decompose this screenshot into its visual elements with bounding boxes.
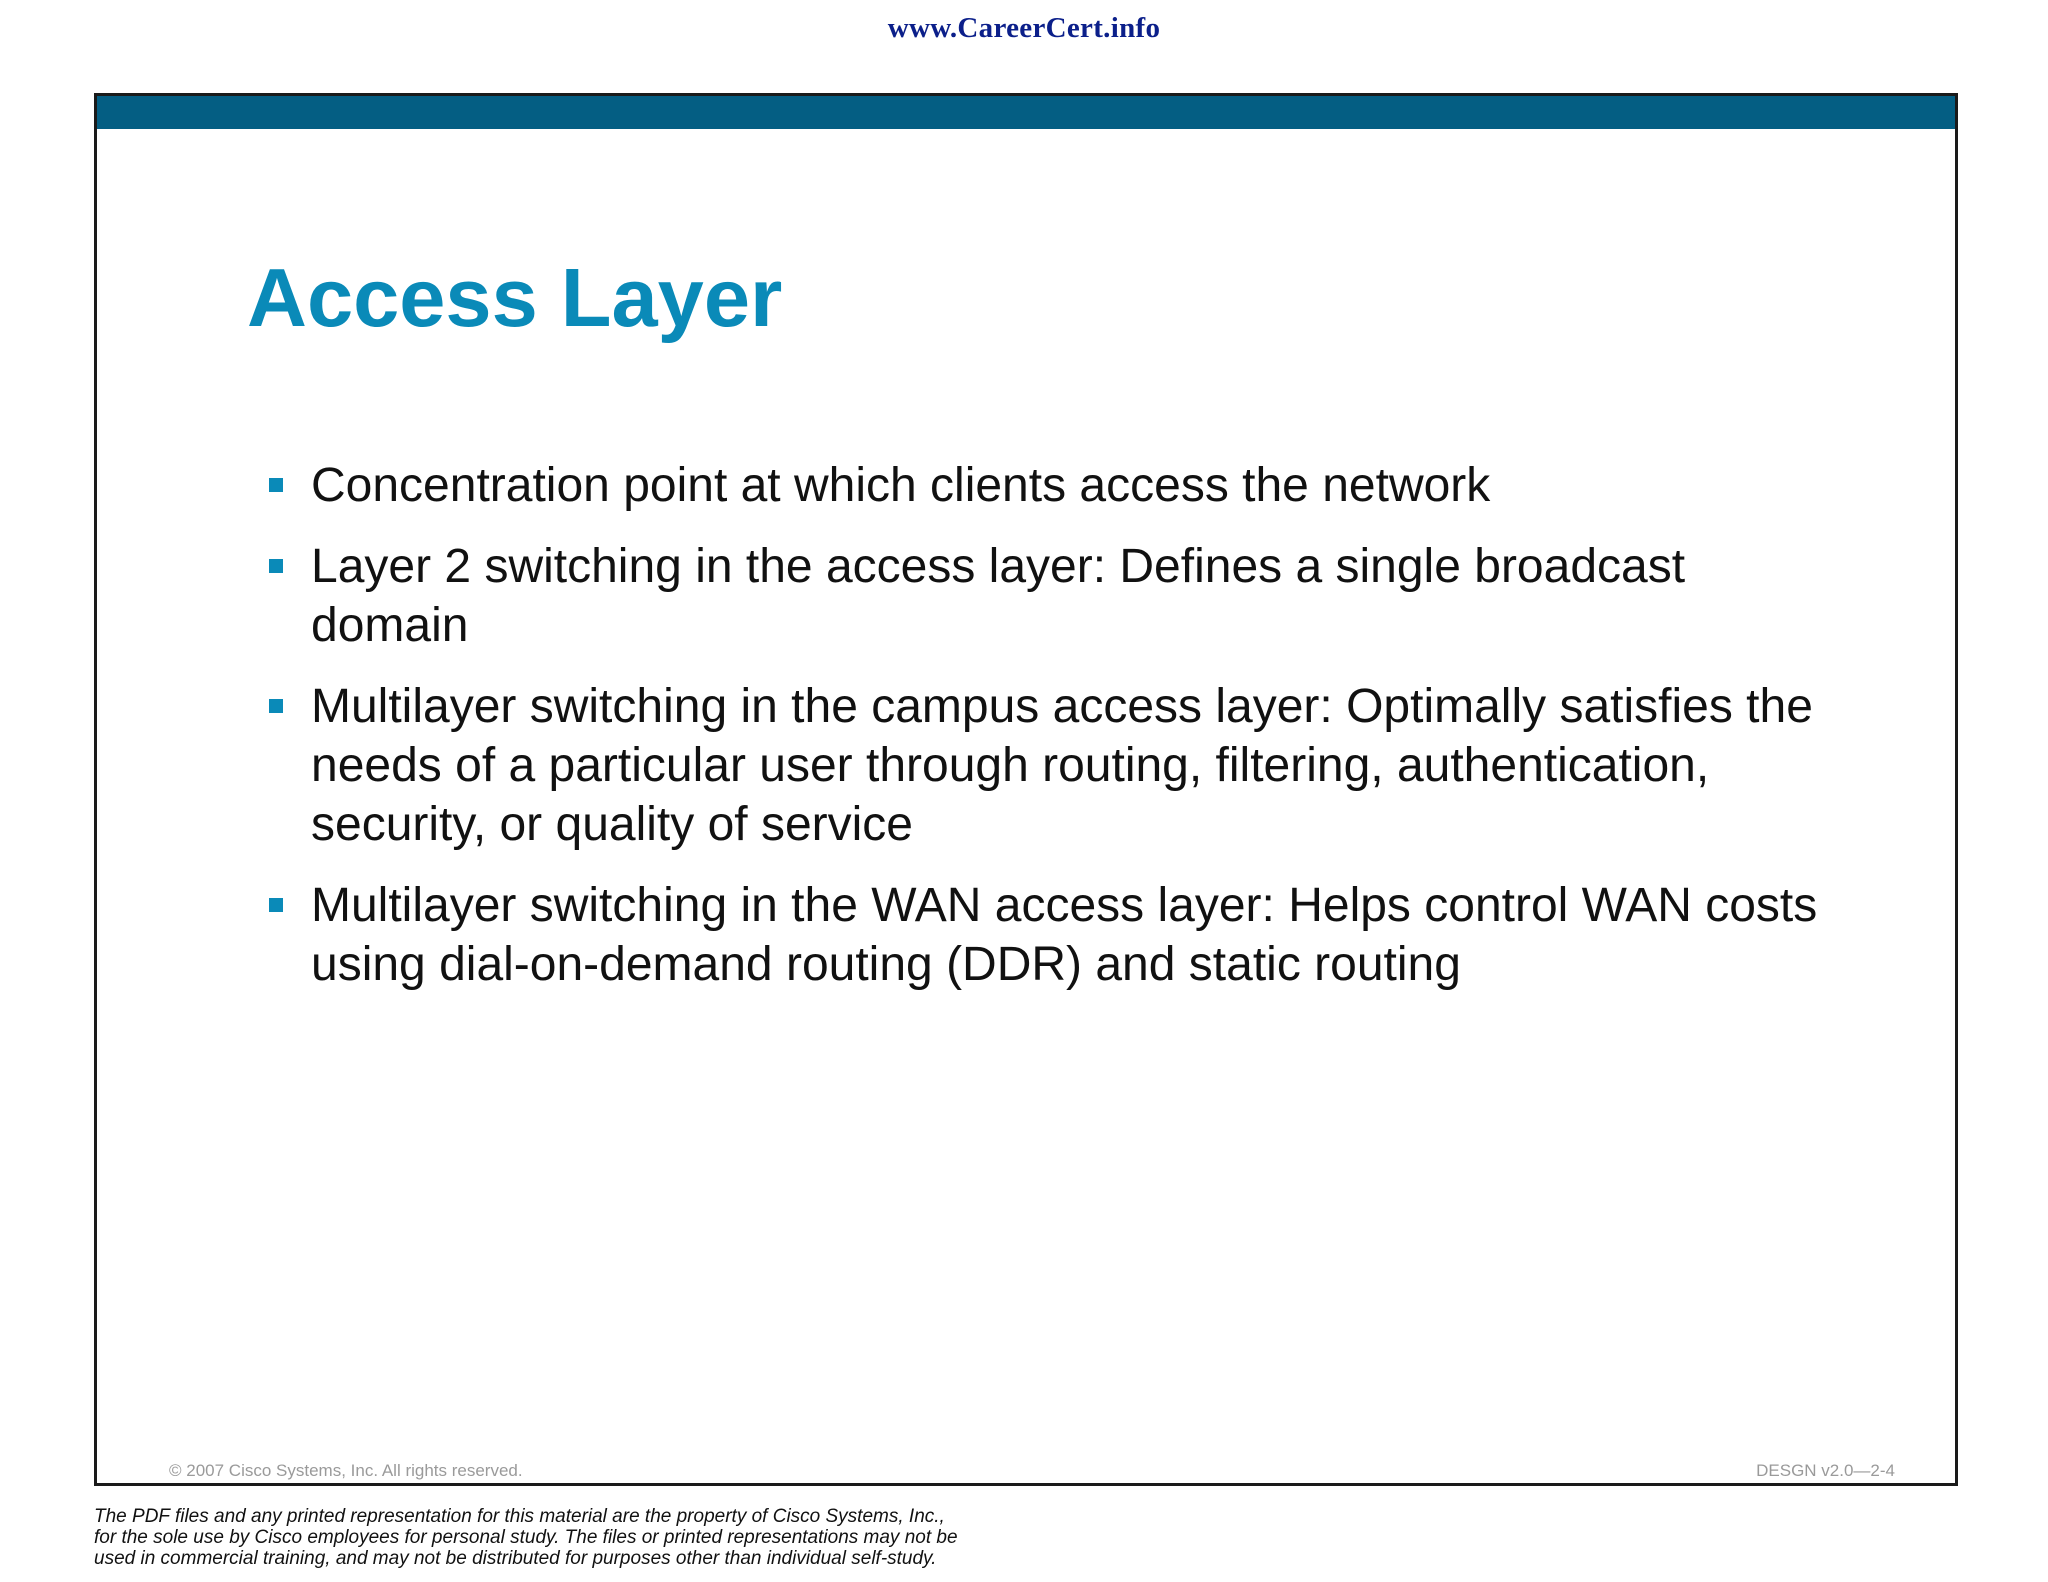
footer-disclaimer-line: for the sole use by Cisco employees for personal study. The files or printed representations may not be — [94, 1527, 958, 1548]
header-url-link[interactable]: www.CareerCert.info — [887, 12, 1161, 44]
square-bullet-icon — [269, 559, 283, 573]
bullet-item — [269, 876, 1829, 994]
bullet-text: Multilayer switching in the campus access layer: Optimally satisfies the needs of a particular user through routing, filtering, authentication, security, or quality of service — [311, 680, 1813, 851]
footer-disclaimer — [94, 1506, 1194, 1569]
slide-id: DESGN v2.0—2-4 — [1756, 1461, 1895, 1480]
bullet-item — [269, 537, 1829, 655]
bullet-text: Concentration point at which clients access the network — [311, 459, 1491, 512]
bullet-text: Multilayer switching in the WAN access layer: Helps control WAN costs using dial-on-demand routing (DDR) and static routing — [311, 879, 1818, 991]
square-bullet-icon — [269, 699, 283, 713]
bullet-item — [269, 456, 1829, 515]
slide — [94, 93, 1958, 1486]
bullet-list — [269, 456, 1829, 1016]
bullet-text: Layer 2 switching in the access layer: Defines a single broadcast domain — [311, 540, 1686, 652]
bullet-item — [269, 677, 1829, 854]
slide-top-bar — [97, 96, 1955, 129]
square-bullet-icon — [269, 898, 283, 912]
footer-disclaimer-line: used in commercial training, and may not be distributed for purposes other than individual self-study. — [94, 1548, 937, 1569]
square-bullet-icon — [269, 478, 283, 492]
slide-title: Access Layer — [247, 251, 783, 344]
footer-disclaimer-line: The PDF files and any printed representation for this material are the property of Cisco Systems, Inc., — [94, 1506, 945, 1527]
copyright-notice: © 2007 Cisco Systems, Inc. All rights reserved. — [169, 1461, 523, 1480]
